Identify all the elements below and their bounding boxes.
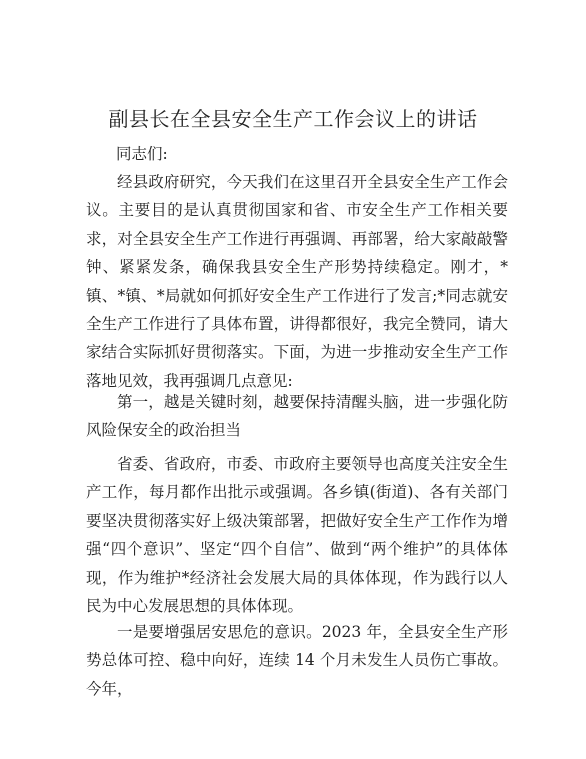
paragraph-heading-first: 第一，越是关键时刻，越要保持清醒头脑，进一步强化防风险保安全的政治担当 <box>86 393 508 440</box>
document-title: 副县长在全县安全生产工作会议上的讲话 <box>108 107 478 131</box>
paragraph-point-one: 一是要增强居安思危的意识。2023 年，全县安全生产形势总体可控、稳中向好，连续 14 个月未发生人员伤亡事故。今年， <box>86 623 508 698</box>
paragraph-intro: 经县政府研究，今天我们在这里召开全县安全生产工作会议。主要目的是认真贯彻国家和省、市安全生产工作相关要求，对全县安全生产工作进行再强调、再部署，给大家敲敲警钟、紧紧发条，确保我县安全生产形势持续稳定。刚才，*镇、*镇、*局就如何抓好安全生产工作进行了发言;*同志就安全生产工作进行了具体布置，讲得都很好，我完全赞同，请大家结合实际抓好贯彻落实。下面，为进一步推动安全生产工作落地见效，我再强调几点意见: <box>86 173 508 390</box>
paragraph-body: 省委、省政府，市委、市政府主要领导也高度关注安全生产工作，每月都作出批示或强调。各乡镇(街道)、各有关部门要坚决贯彻落实好上级决策部署，把做好安全生产工作作为增强“四个意识”、坚定“四个自信”、做到“两个维护”的具体体现，作为维护*经济社会发展大局的具体体现，作为践行以人民为中心发展思想的具体体现。 <box>86 455 508 616</box>
salutation: 同志们: <box>116 145 168 163</box>
